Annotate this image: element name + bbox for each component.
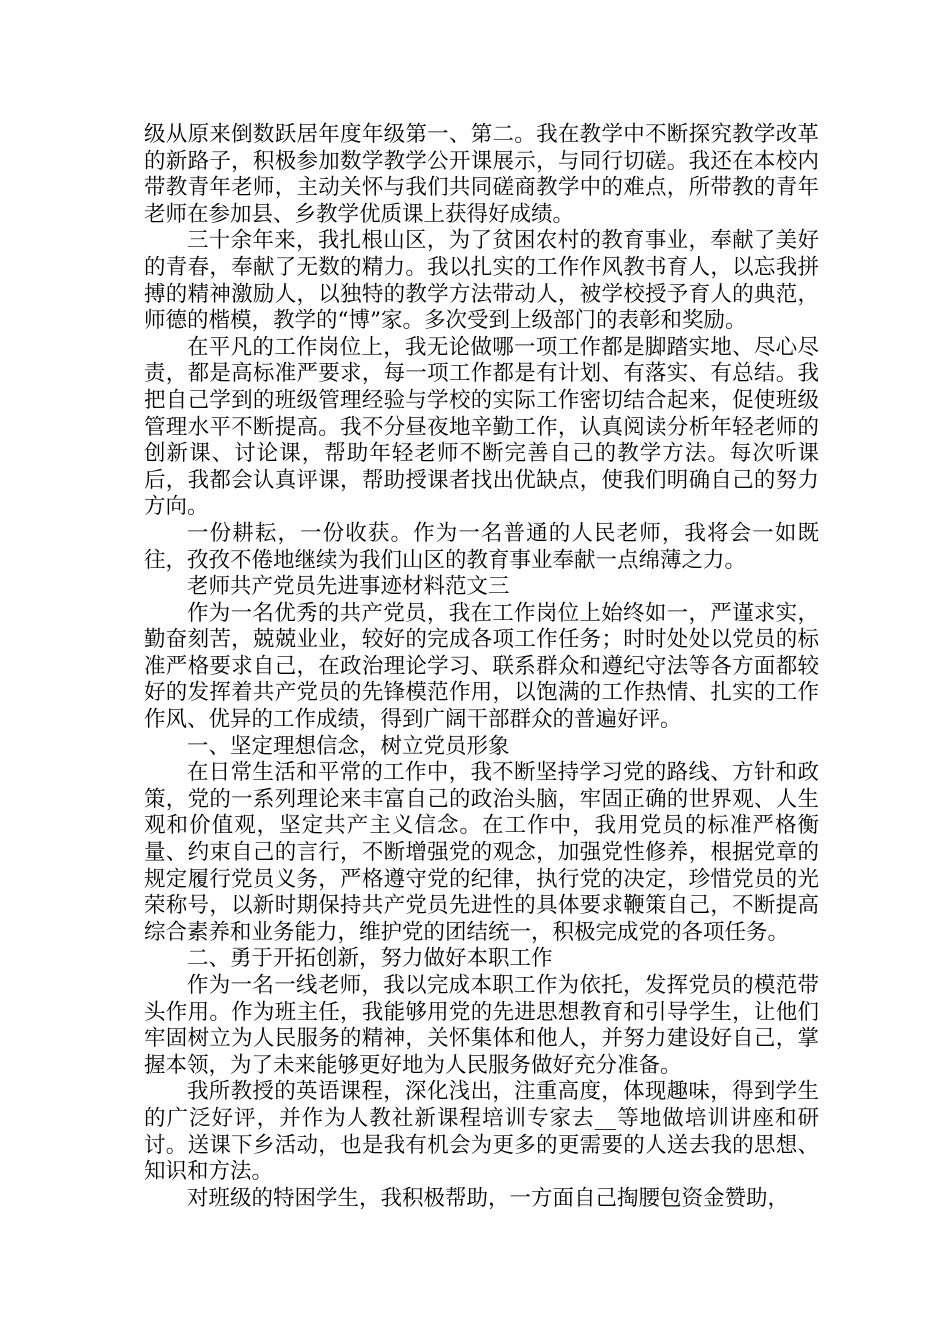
paragraph-7: 作为一名一线老师，我以完成本职工作为依托，发挥党员的模范带头作用。作为班主任，我能够用党的先进思想教育和引导学生，让他们牢固树立为人民服务的精神，关怀集体和他人，并努力建设好自己，掌握本领，为了未来能够更好地为人民服务做好充分准备。 [144, 973, 819, 1078]
paragraph-1: 级从原来倒数跃居年度年级第一、第二。我在教学中不断探究教学改革的新路子，积极参加数学教学公开课展示，与同行切磋。我还在本校内带教青年老师，主动关怀与我们共同磋商教学中的难点，所带教的青年老师在参加县、乡教学优质课上获得好成绩。 [144, 122, 819, 227]
paragraph-9: 对班级的特困学生，我积极帮助，一方面自己掏腰包资金赞助， [187, 1185, 790, 1211]
paragraph-3: 在平凡的工作岗位上，我无论做哪一项工作都是脚踏实地、尽心尽责，都是高标准严要求，每一项工作都是有计划、有落实、有总结。我把自己学到的班级管理经验与学校的实际工作密切结合起来，促使班级管理水平不断提高。我不分昼夜地辛勤工作，认真阅读分析年轻老师的创新课、讨论课，帮助年轻老师不断完善自己的教学方法。每次听课后，我都会认真评课，帮助授课者找出优缺点，使我们明确自己的努力方向。 [144, 334, 819, 520]
heading-1: 一、坚定理想信念，树立党员形象 [187, 733, 510, 759]
document-page [144, 122, 819, 1212]
heading-2: 二、勇于开拓创新，努力做好本职工作 [187, 946, 553, 972]
paragraph-5: 作为一名优秀的共产党员，我在工作岗位上始终如一，严谨求实，勤奋刻苦，兢兢业业，较好的完成各项工作任务；时时处处以党员的标准严格要求自己，在政治理论学习、联系群众和遵纪守法等各方面都较好的发挥着共产党员的先锋模范作用，以饱满的工作热情、扎实的工作作风、优异的工作成绩，得到广阔干部群众的普遍好评。 [144, 600, 819, 733]
paragraph-4: 一份耕耘，一份收获。作为一名普通的人民老师，我将会一如既往，孜孜不倦地继续为我们山区的教育事业奉献一点绵薄之力。 [144, 520, 819, 573]
paragraph-8: 我所教授的英语课程，深化浅出，注重高度，体现趣味，得到学生的广泛好评，并作为人教社新课程培训专家去__等地做培训讲座和研讨。送课下乡活动，也是我有机会为更多的更需要的人送去我的思想、知识和方法。 [144, 1079, 819, 1185]
paragraph-2: 三十余年来，我扎根山区，为了贫困农村的教育事业，奉献了美好的青春，奉献了无数的精力。我以扎实的工作作风教书育人，以忘我拼搏的精神激励人，以独特的教学方法带动人，被学校授予育人的典范，师德的楷模，教学的“博”家。多次受到上级部门的表彰和奖励。 [144, 228, 819, 334]
paragraph-6: 在日常生活和平常的工作中，我不断坚持学习党的路线、方针和政策，党的一系列理论来丰富自己的政治头脑，牢固正确的世界观、人生观和价值观，坚定共产主义信念。在工作中，我用党员的标准严格衡量、约束自己的言行，不断增强党的观念，加强党性修养，根据党章的规定履行党员义务，严格遵守党的纪律，执行党的决定，珍惜党员的光荣称号，以新时期保持共产党员先进性的具体要求鞭策自己，不断提高综合素养和业务能力，维护党的团结统一，积极完成党的各项任务。 [144, 760, 819, 945]
section-title-3: 老师共产党员先进事迹材料范文三 [187, 574, 510, 600]
